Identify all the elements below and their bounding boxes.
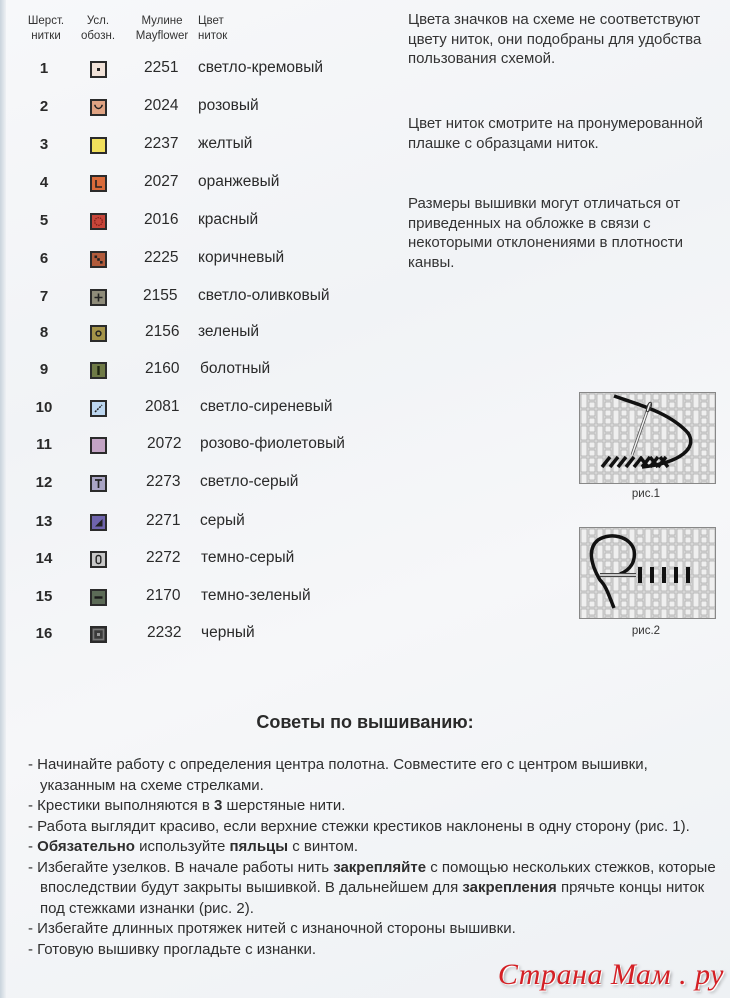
dot-icon xyxy=(90,61,107,78)
tip-hoop-bold-1: Обязательно xyxy=(37,838,135,855)
figure-2 xyxy=(579,527,716,619)
thread-color-name: светло-оливковый xyxy=(198,287,330,304)
header-floss-line1: Мулине xyxy=(141,15,183,27)
thread-color-name: розовый xyxy=(198,97,259,114)
watermark-logo: Страна Мам . ру xyxy=(497,958,724,991)
thread-number: 11 xyxy=(36,436,52,453)
thread-row xyxy=(0,586,400,608)
header-symbol-line2: обозн. xyxy=(80,30,116,42)
thread-row xyxy=(0,359,400,381)
thread-color-name: серый xyxy=(200,512,245,529)
floss-code: 2016 xyxy=(144,211,179,228)
dotted-circle-icon xyxy=(90,213,107,230)
thread-number: 1 xyxy=(39,60,49,77)
floss-code: 2155 xyxy=(143,287,178,304)
thread-securing-illustration xyxy=(580,528,715,618)
tip-hoop-dash: - xyxy=(28,838,38,855)
thread-number: 14 xyxy=(35,550,53,567)
figure-2-caption: рис.2 xyxy=(631,625,661,637)
tip-threads-text-end: шерстяные нити. xyxy=(222,797,346,814)
thread-number: 2 xyxy=(39,98,49,115)
thread-row xyxy=(0,286,400,308)
header-wool-line1: Шерст. xyxy=(27,15,65,27)
tip-knots-bold-1: закрепляйте xyxy=(333,858,427,876)
header-wool xyxy=(20,14,72,44)
thread-color-name: зеленый xyxy=(198,323,260,340)
thread-number: 6 xyxy=(39,250,49,267)
floss-code: 2024 xyxy=(144,97,179,114)
header-color xyxy=(198,14,248,44)
tip-knots-text-2: с помощью нескольких стежков, которые впоследствии будут закрыты вышивкой. В дальнейшем для xyxy=(40,858,716,896)
note-sizes: Размеры вышивки могут отличаться от приведенных на обложке в связи с некоторыми отклонениями в плотности канвы. xyxy=(408,195,683,271)
tip-ironing: - Готовую вышивку прогладьте с изнанки. xyxy=(28,940,317,958)
tip-hoop-text-end: с винтом. xyxy=(288,838,359,855)
triangle-icon xyxy=(90,514,107,531)
thread-color-name: болотный xyxy=(200,360,271,377)
header-symbol xyxy=(72,14,124,44)
floss-code: 2251 xyxy=(144,59,179,76)
square-dot-icon xyxy=(90,626,107,643)
ring-icon xyxy=(90,325,107,342)
header-floss-line2: Mayflower xyxy=(135,30,189,42)
thread-color-name: темно-серый xyxy=(201,549,295,566)
thread-color-name: черный xyxy=(201,624,255,641)
thread-row xyxy=(0,172,400,194)
t-icon xyxy=(90,475,107,492)
thread-number: 3 xyxy=(39,136,49,153)
floss-code: 2072 xyxy=(147,435,182,452)
note-thread-colors: Цвет ниток смотрите на пронумерованной плашке с образцами ниток. xyxy=(408,115,703,152)
cross-stitch-needle-illustration xyxy=(580,393,715,483)
blank-icon xyxy=(90,437,107,454)
floss-code: 2156 xyxy=(145,323,180,340)
thread-row xyxy=(0,397,400,419)
tip-knots xyxy=(28,858,718,920)
thread-row xyxy=(0,623,400,645)
thread-row xyxy=(0,210,400,232)
thread-row xyxy=(0,96,400,118)
tip-threads-count: 3 xyxy=(214,797,223,814)
thread-number: 4 xyxy=(39,174,49,191)
floss-code: 2271 xyxy=(146,512,181,529)
diagonal-dots-icon xyxy=(90,251,107,268)
floss-code: 2081 xyxy=(145,398,180,415)
thread-color-name: светло-сиреневый xyxy=(200,398,333,415)
floss-code: 2160 xyxy=(145,360,180,377)
floss-code: 2027 xyxy=(144,173,179,190)
thread-number: 13 xyxy=(35,513,53,530)
thread-number: 12 xyxy=(35,474,53,491)
header-symbol-line1: Усл. xyxy=(86,15,110,27)
slash-icon xyxy=(90,400,107,417)
tips-list xyxy=(28,755,718,960)
thread-color-name: темно-зеленый xyxy=(201,587,311,604)
header-floss xyxy=(130,14,194,44)
figure-1 xyxy=(579,392,716,484)
thread-row xyxy=(0,58,400,80)
floss-code: 2272 xyxy=(146,549,181,566)
zero-icon xyxy=(90,551,107,568)
tip-center: - Начинайте работу с определения центра полотна. Совместите его с центром вышивки, указанным на схеме стрелками. xyxy=(28,756,648,794)
thread-row xyxy=(0,472,400,494)
tip-long-threads: - Избегайте длинных протяжек нитей с изнаночной стороны вышивки. xyxy=(28,920,516,937)
thread-color-name: светло-серый xyxy=(200,473,299,490)
dash-icon xyxy=(90,589,107,606)
tip-threads xyxy=(28,796,718,817)
smile-icon xyxy=(90,99,107,116)
thread-row xyxy=(0,434,400,456)
thread-number: 8 xyxy=(39,324,49,341)
thread-row xyxy=(0,322,400,344)
floss-code: 2170 xyxy=(146,587,181,604)
floss-code: 2225 xyxy=(144,249,179,266)
tip-direction: - Работа выглядит красиво, если верхние стежки крестиков наклонены в одну сторону (рис. 1). xyxy=(28,817,690,835)
thread-color-name: красный xyxy=(198,211,259,228)
floss-code: 2273 xyxy=(146,473,181,490)
thread-color-name: розово-фиолетовый xyxy=(200,435,345,452)
thread-row xyxy=(0,548,400,570)
tip-hoop-text: используйте xyxy=(134,838,230,855)
tip-hoop xyxy=(28,837,718,858)
blank-icon xyxy=(90,137,107,154)
figure-1-caption: рис.1 xyxy=(631,488,661,500)
tip-knots-text: - Избегайте узелков. В начале работы нить xyxy=(28,858,334,876)
thread-color-name: желтый xyxy=(198,135,253,152)
tips-title: Советы по вышиванию: xyxy=(256,712,474,732)
tip-hoop-bold-2: пяльцы xyxy=(229,838,289,855)
header-wool-line2: нитки xyxy=(31,30,61,42)
thread-number: 10 xyxy=(35,399,53,416)
corner-l-icon xyxy=(90,175,107,192)
header-color-line1: Цвет xyxy=(198,15,224,27)
thread-row xyxy=(0,248,400,270)
thread-color-name: коричневый xyxy=(198,249,285,266)
note-symbol-colors: Цвета значков на схеме не соответствуют цвету ниток, они подобраны для удобства пользования схемой. xyxy=(408,11,702,67)
bar-icon xyxy=(90,362,107,379)
thread-row xyxy=(0,511,400,533)
thread-color-name: оранжевый xyxy=(198,173,280,190)
floss-code: 2232 xyxy=(147,624,182,641)
thread-row xyxy=(0,134,400,156)
thread-number: 7 xyxy=(39,288,49,305)
tip-threads-text: - Крестики выполняются в xyxy=(28,797,215,814)
thread-number: 9 xyxy=(39,361,49,378)
floss-code: 2237 xyxy=(144,135,179,152)
header-color-line2: ниток xyxy=(198,30,228,42)
thread-number: 16 xyxy=(35,625,53,642)
thread-color-name: светло-кремовый xyxy=(198,59,324,76)
tip-knots-bold-2: закрепления xyxy=(462,879,557,896)
thread-number: 15 xyxy=(35,588,53,605)
thread-number: 5 xyxy=(39,212,49,229)
plus-icon xyxy=(90,289,107,306)
tip-knots-text-end: прячьте концы ниток под стежками изнанки (рис. 2). xyxy=(40,879,705,917)
